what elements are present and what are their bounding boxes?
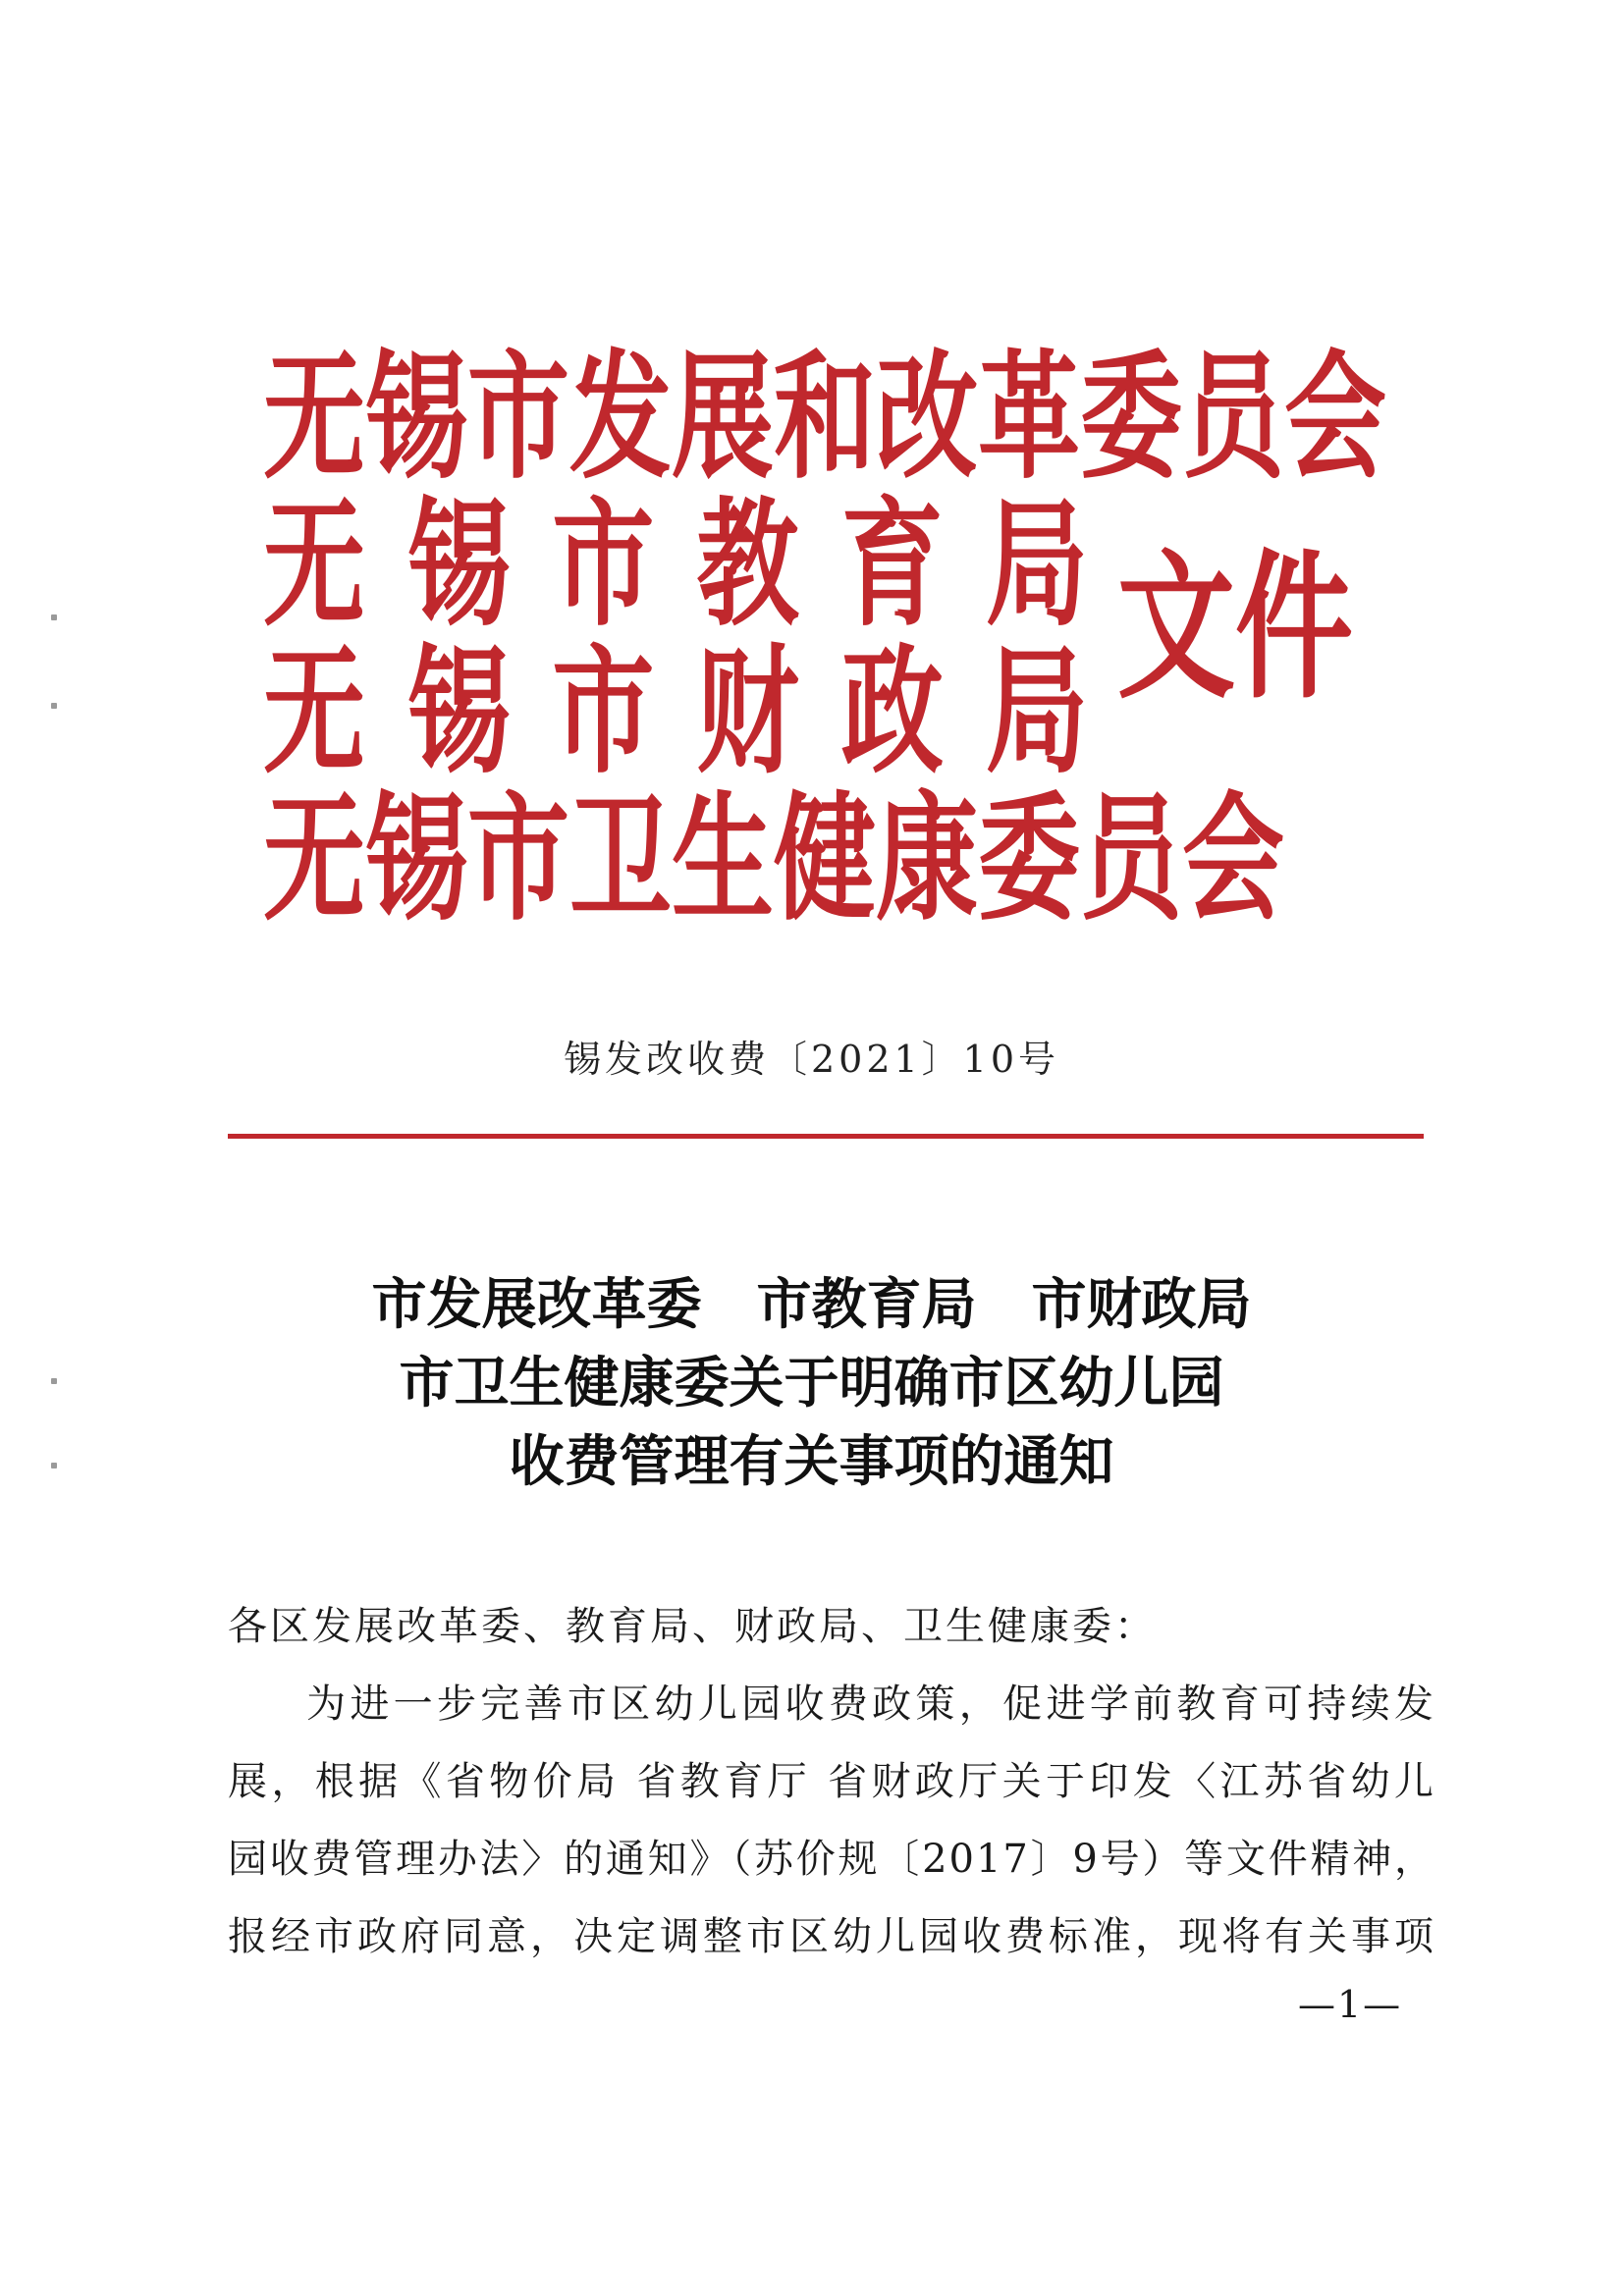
document-masthead (263, 335, 1387, 940)
red-divider-line (228, 1134, 1424, 1139)
body-line-4: 报经市政府同意，决定调整市区幼儿园收费标准，现将有关事项 (228, 1914, 1435, 1959)
masthead-character: 锡 (407, 482, 511, 646)
masthead-character: 政 (840, 629, 944, 793)
masthead-character: 市 (552, 629, 655, 793)
masthead-character: 市 (552, 482, 655, 646)
document-title (0, 1266, 1623, 1502)
masthead-suffix: 文件 (1117, 534, 1353, 721)
document-body (228, 1588, 1435, 1976)
masthead-character: 锡 (407, 629, 511, 793)
masthead-character: 育 (840, 482, 944, 646)
masthead-character: 局 (985, 482, 1088, 646)
scan-speck (51, 1463, 57, 1468)
org-line-health: 无锡市卫生健康委员会 (263, 776, 1285, 940)
org-line-ndrc: 无锡市发展和改革委员会 (263, 335, 1387, 499)
masthead-character: 局 (985, 629, 1088, 793)
title-line-2: 市卫生健康委关于明确市区幼儿园 (399, 1352, 1224, 1415)
scan-speck (51, 703, 57, 709)
title-line-1: 市发展改革委 市教育局 市财政局 (371, 1273, 1252, 1337)
masthead-character: 无 (263, 629, 366, 793)
body-line-2: 展，根据《省物价局 省教育厅 省财政厅关于印发〈江苏省幼儿 (228, 1759, 1435, 1804)
scan-speck (51, 614, 57, 620)
salutation: 各区发展改革委、教育局、财政局、卫生健康委： (228, 1604, 1157, 1649)
page-number: —1— (1298, 1983, 1403, 2026)
body-line-3: 园收费管理办法〉的通知》（苏价规〔2017〕9号）等文件精神， (228, 1837, 1435, 1882)
masthead-character: 无 (263, 482, 366, 646)
scan-speck (51, 1378, 57, 1384)
title-line-3: 收费管理有关事项的通知 (509, 1430, 1114, 1494)
document-number: 锡发改收费〔2021〕10号 (563, 1038, 1060, 1081)
body-line-1: 为进一步完善市区幼儿园收费政策，促进学前教育可持续发 (306, 1682, 1435, 1727)
masthead-character: 财 (696, 629, 799, 793)
masthead-character: 教 (696, 482, 799, 646)
